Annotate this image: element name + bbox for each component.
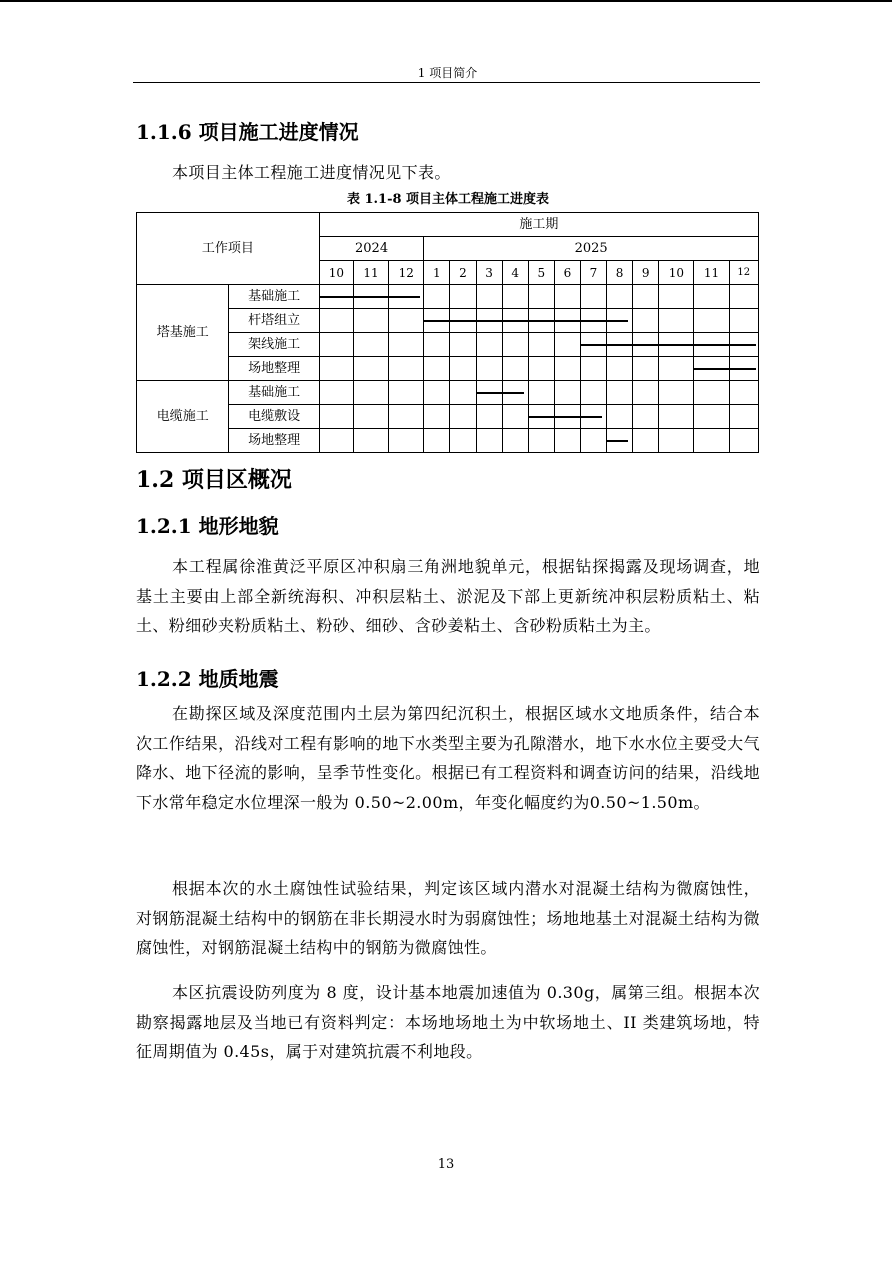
month-header: 6 <box>554 261 580 285</box>
schedule-intro: 本项目主体工程施工进度情况见下表。 <box>172 163 451 182</box>
heading-1-2: 1.2 项目区概况 <box>136 467 292 493</box>
running-header: 1 项目简介 <box>417 66 478 80</box>
task-label: 基础施工 <box>229 381 319 405</box>
heading-1-2-2: 1.2.2 地质地震 <box>136 667 279 691</box>
header-rule <box>133 82 760 83</box>
gantt-bar <box>528 416 602 418</box>
header-construction-period: 施工期 <box>319 213 758 237</box>
task-label: 电缆敷设 <box>229 405 319 429</box>
gantt-bar <box>476 392 524 394</box>
task-label: 基础施工 <box>229 285 319 309</box>
month-header: 7 <box>580 261 606 285</box>
schedule-table <box>136 212 759 453</box>
month-header: 9 <box>633 261 659 285</box>
month-header: 3 <box>476 261 502 285</box>
month-header: 4 <box>502 261 528 285</box>
paragraph-groundwater: 在勘探区域及深度范围内土层为第四纪沉积土，根据区域水文地质条件，结合本次工作结果，沿线对工程有影响的地下水类型主要为孔隙潜水，地下水水位主要受大气降水、地下径流的影响，呈季节性变化。根据已有工程资料和调查访问的结果，沿线地下水常年稳定水位埋深一般为 0.50~2.00m，年变化幅度约为0.50~1.50m。 <box>136 704 760 812</box>
month-header: 11 <box>694 261 729 285</box>
gantt-bar <box>424 320 628 322</box>
heading-1-2-1: 1.2.1 地形地貌 <box>136 514 279 538</box>
year-header: 2024 <box>319 237 423 261</box>
gantt-bar <box>606 440 628 442</box>
task-label: 场地整理 <box>229 357 319 381</box>
month-header: 12 <box>389 261 424 285</box>
paragraph-seismic: 本区抗震设防列度为 8 度，设计基本地震加速值为 0.30g，属第三组。根据本次勘察揭露地层及当地已有资料判定：本场地场地土为中软场地土、II 类建筑场地，特征周期值为 0.45s，属于对建筑抗震不利地段。 <box>136 983 760 1061</box>
gantt-bar <box>693 368 756 370</box>
header-work-item: 工作项目 <box>137 213 320 285</box>
year-header: 2025 <box>424 237 759 261</box>
task-label: 场地整理 <box>229 429 319 453</box>
group-label: 电缆施工 <box>137 381 229 453</box>
gantt-bar <box>320 296 420 298</box>
page-top-border <box>0 0 892 2</box>
month-header: 10 <box>319 261 353 285</box>
page-number: 13 <box>437 1157 455 1172</box>
month-header: 1 <box>424 261 450 285</box>
month-header: 2 <box>450 261 476 285</box>
month-header: 10 <box>659 261 694 285</box>
month-header: 5 <box>528 261 554 285</box>
month-header: 11 <box>353 261 388 285</box>
group-label: 塔基施工 <box>137 285 229 381</box>
task-label: 杆塔组立 <box>229 309 319 333</box>
month-header: 8 <box>607 261 633 285</box>
month-header: 12 <box>729 261 758 285</box>
task-label: 架线施工 <box>229 333 319 357</box>
paragraph-terrain: 本工程属徐淮黄泛平原区冲积扇三角洲地貌单元，根据钻探揭露及现场调查，地基土主要由上部全新统海积、冲积层粘土、淤泥及下部上更新统冲积层粉质粘土、粘土、粉细砂夹粉质粘土、粉砂、细砂、含砂姜粘土、含砂粉质粘土为主。 <box>136 557 760 635</box>
table-caption: 表 1.1-8 项目主体工程施工进度表 <box>346 192 550 207</box>
heading-1-1-6: 1.1.6 项目施工进度情况 <box>136 120 359 144</box>
paragraph-corrosion: 根据本次的水土腐蚀性试验结果，判定该区域内潜水对混凝土结构为微腐蚀性，对钢筋混凝土结构中的钢筋在非长期浸水时为弱腐蚀性；场地地基土对混凝土结构为微腐蚀性，对钢筋混凝土结构中的钢筋为微腐蚀性。 <box>136 879 760 957</box>
gantt-bar <box>580 344 756 346</box>
